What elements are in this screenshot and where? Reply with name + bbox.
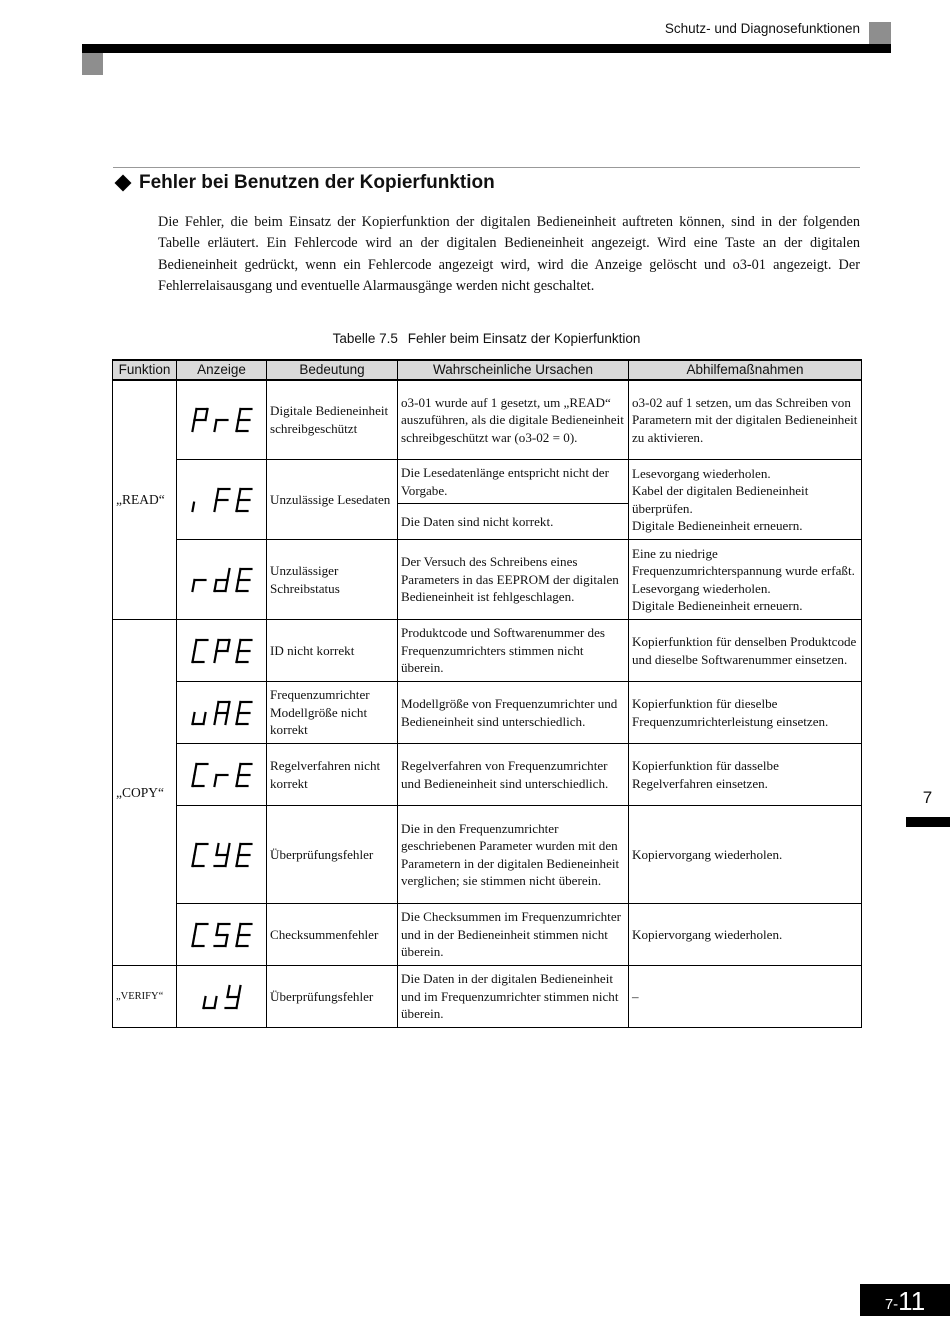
segment-stroke — [227, 702, 229, 713]
segment-display-icon — [182, 979, 262, 1015]
segment-stroke — [236, 775, 238, 786]
cause-cell: o3-01 wurde auf 1 gesetzt, um „READ“ auszuführen, als die digitale Bedieneinheit schreibgeschützt war (o3-02 = 0). — [398, 380, 629, 460]
segment-stroke — [238, 640, 240, 651]
segment-stroke — [216, 924, 218, 935]
segment-stroke — [192, 713, 194, 724]
display-cell — [177, 744, 267, 806]
remedy-cell: Eine zu niedrige Frequenzumrichterspannung wurde erfaßt. Lesevorgang wiederholen. Digitale Bedieneinheit erneuern. — [629, 540, 862, 620]
display-cell — [177, 904, 267, 966]
header-ursachen: Wahrscheinliche Ursachen — [398, 360, 629, 380]
table-caption — [113, 331, 860, 346]
cause-cell: Regelverfahren von Frequenzumrichter und Bedieneinheit sind unterschiedlich. — [398, 744, 629, 806]
cause-cell: Die Daten sind nicht korrekt. — [398, 504, 629, 540]
segment-display-icon — [182, 757, 262, 793]
segment-stroke — [203, 997, 205, 1008]
segment-stroke — [216, 640, 218, 651]
display-cell — [177, 806, 267, 904]
segment-display-icon — [182, 837, 262, 873]
display-cell — [177, 682, 267, 744]
segment-stroke — [194, 764, 196, 775]
segment-stroke — [236, 935, 238, 946]
segment-stroke — [238, 409, 240, 420]
segment-stroke — [238, 702, 240, 713]
segment-stroke — [238, 924, 240, 935]
segment-stroke — [214, 651, 216, 662]
segment-stroke — [238, 569, 240, 580]
remedy-cell: Kopiervorgang wiederholen. — [629, 806, 862, 904]
segment-stroke — [194, 409, 196, 420]
display-cell — [177, 380, 267, 460]
page-prefix: 7- — [884, 1296, 899, 1313]
diamond-bullet-icon — [115, 175, 132, 192]
segment-stroke — [194, 844, 196, 855]
header-abhilfe: Abhilfemaßnahmen — [629, 360, 862, 380]
segment-display-icon — [182, 633, 262, 669]
segment-stroke — [227, 986, 229, 997]
segment-stroke — [214, 713, 216, 724]
segment-display-icon — [182, 562, 262, 598]
intro-paragraph: Die Fehler, die beim Einsatz der Kopierfunktion der digitalen Bedieneinheit auftreten können, sind in der folgenden Tabelle erläutert. Ein Fehlercode wird an der digitalen Bedieneinheit angezeigt. Wird eine Taste an der digitalen Bedieneinheit gedrückt, wenn ein Fehlercode angezeigt wird, wird die Anzeige gelöscht und o3-01 angezeigt. Der Fehlerrelaisausgang und eventuelle Alarmausgänge werden nicht geschaltet. — [158, 214, 860, 294]
remedy-cell: – — [629, 966, 862, 1028]
table-row — [113, 744, 862, 806]
segment-stroke — [214, 775, 216, 786]
segment-stroke — [236, 651, 238, 662]
function-cell-verify: „VERIFY“ — [113, 966, 177, 1028]
cause-cell: Produktcode und Softwarenummer des Frequenzumrichters stimmen nicht überein. — [398, 620, 629, 682]
running-header: Schutz- und Diagnosefunktionen — [664, 21, 860, 36]
remedy-cell: Kopierfunktion für dieselbe Frequenzumrichterleistung einsetzen. — [629, 682, 862, 744]
segment-display-icon — [182, 402, 262, 438]
remedy-cell: o3-02 auf 1 setzen, um das Schreiben von Parametern mit der digitalen Bedieneinheit zu aktivieren. — [629, 380, 862, 460]
segment-stroke — [205, 409, 207, 420]
segment-stroke — [238, 764, 240, 775]
header-anzeige: Anzeige — [177, 360, 267, 380]
table-row — [113, 966, 862, 1028]
segment-stroke — [192, 502, 194, 510]
table-row — [113, 380, 862, 460]
header-bar — [82, 44, 891, 53]
segment-stroke — [238, 489, 240, 500]
chapter-tab-number: 7 — [922, 788, 933, 807]
segment-stroke — [214, 420, 216, 431]
page-number-box — [860, 1284, 950, 1316]
section-rule — [113, 167, 860, 168]
segment-stroke — [227, 640, 229, 651]
segment-stroke — [194, 924, 196, 935]
display-cell — [177, 620, 267, 682]
table-row — [113, 540, 862, 620]
segment-stroke — [192, 775, 194, 786]
header-marker-left — [82, 53, 103, 75]
cause-cell: Die in den Frequenzumrichter geschriebenen Parameter wurden mit den Parametern in der digitalen Bedieneinheit verglichen; sie stimmen nicht überein. — [398, 806, 629, 904]
meaning-cell: Unzulässige Lesedaten — [267, 460, 398, 540]
segment-stroke — [227, 569, 229, 580]
segment-stroke — [194, 640, 196, 651]
meaning-cell: Unzulässiger Schreibstatus — [267, 540, 398, 620]
segment-stroke — [203, 713, 205, 724]
table-row — [113, 460, 862, 504]
remedy-cell: Kopierfunktion für denselben Produktcode und dieselbe Softwarenummer einsetzen. — [629, 620, 862, 682]
table-caption-text: Fehler beim Einsatz der Kopierfunktion — [407, 331, 641, 346]
segment-display-icon — [182, 482, 262, 518]
section-heading — [113, 172, 495, 194]
segment-stroke — [214, 997, 216, 1008]
table-row — [113, 682, 862, 744]
meaning-cell: Frequenzumrichter Modellgröße nicht korrekt — [267, 682, 398, 744]
cause-cell: Modellgröße von Frequenzumrichter und Bedieneinheit sind unterschiedlich. — [398, 682, 629, 744]
meaning-cell: Digitale Bedieneinheit schreibgeschützt — [267, 380, 398, 460]
table-caption-number: Tabelle 7.5 — [332, 331, 398, 346]
table-row — [113, 806, 862, 904]
segment-stroke — [236, 713, 238, 724]
error-table — [112, 359, 862, 1028]
header-funktion: Funktion — [113, 360, 177, 380]
meaning-cell: Regelverfahren nicht korrekt — [267, 744, 398, 806]
segment-stroke — [236, 420, 238, 431]
segment-stroke — [216, 844, 218, 855]
segment-stroke — [236, 580, 238, 591]
function-cell-read: „READ“ — [113, 380, 177, 620]
segment-stroke — [216, 489, 218, 500]
segment-display-icon — [182, 917, 262, 953]
remedy-cell: Kopierfunktion für dasselbe Regelverfahren einsetzen. — [629, 744, 862, 806]
segment-stroke — [192, 855, 194, 866]
segment-stroke — [192, 420, 194, 431]
page-number: 11 — [898, 1286, 926, 1316]
meaning-cell: Checksummenfehler — [267, 904, 398, 966]
segment-stroke — [192, 580, 194, 591]
meaning-cell: Überprüfungsfehler — [267, 806, 398, 904]
segment-stroke — [214, 580, 216, 591]
segment-stroke — [225, 580, 227, 591]
meaning-cell: ID nicht korrekt — [267, 620, 398, 682]
header-marker-right — [869, 22, 891, 44]
segment-stroke — [214, 500, 216, 511]
table-row — [113, 620, 862, 682]
cause-cell: Die Daten in der digitalen Bedieneinheit und im Frequenzumrichter stimmen nicht überein. — [398, 966, 629, 1028]
table-row — [113, 904, 862, 966]
cause-cell: Der Versuch des Schreibens eines Parameters in das EEPROM der digitalen Bedieneinheit ist fehlgeschlagen. — [398, 540, 629, 620]
segment-stroke — [238, 844, 240, 855]
chapter-tab-bar — [906, 817, 950, 827]
cause-cell: Die Lesedatenlänge entspricht nicht der Vorgabe. — [398, 460, 629, 504]
segment-stroke — [225, 855, 227, 866]
table-header-row — [113, 360, 862, 380]
segment-stroke — [192, 651, 194, 662]
remedy-cell: Lesevorgang wiederholen. Kabel der digitalen Bedieneinheit überprüfen. Digitale Bedieneinheit erneuern. — [629, 460, 862, 540]
cause-cell: Die Checksummen im Frequenzumrichter und in der Bedieneinheit stimmen nicht überein. — [398, 904, 629, 966]
header-bedeutung: Bedeutung — [267, 360, 398, 380]
display-cell — [177, 540, 267, 620]
display-cell — [177, 460, 267, 540]
segment-stroke — [225, 935, 227, 946]
function-cell-copy: „COPY“ — [113, 620, 177, 966]
segment-stroke — [192, 935, 194, 946]
segment-stroke — [238, 986, 240, 997]
segment-stroke — [236, 500, 238, 511]
meaning-cell: Überprüfungsfehler — [267, 966, 398, 1028]
segment-stroke — [216, 702, 218, 713]
segment-stroke — [236, 997, 238, 1008]
segment-display-icon — [182, 695, 262, 731]
section-title: Fehler bei Benutzen der Kopierfunktion — [139, 172, 495, 193]
display-cell — [177, 966, 267, 1028]
segment-stroke — [236, 855, 238, 866]
segment-stroke — [227, 844, 229, 855]
remedy-cell: Kopiervorgang wiederholen. — [629, 904, 862, 966]
segment-stroke — [225, 713, 227, 724]
